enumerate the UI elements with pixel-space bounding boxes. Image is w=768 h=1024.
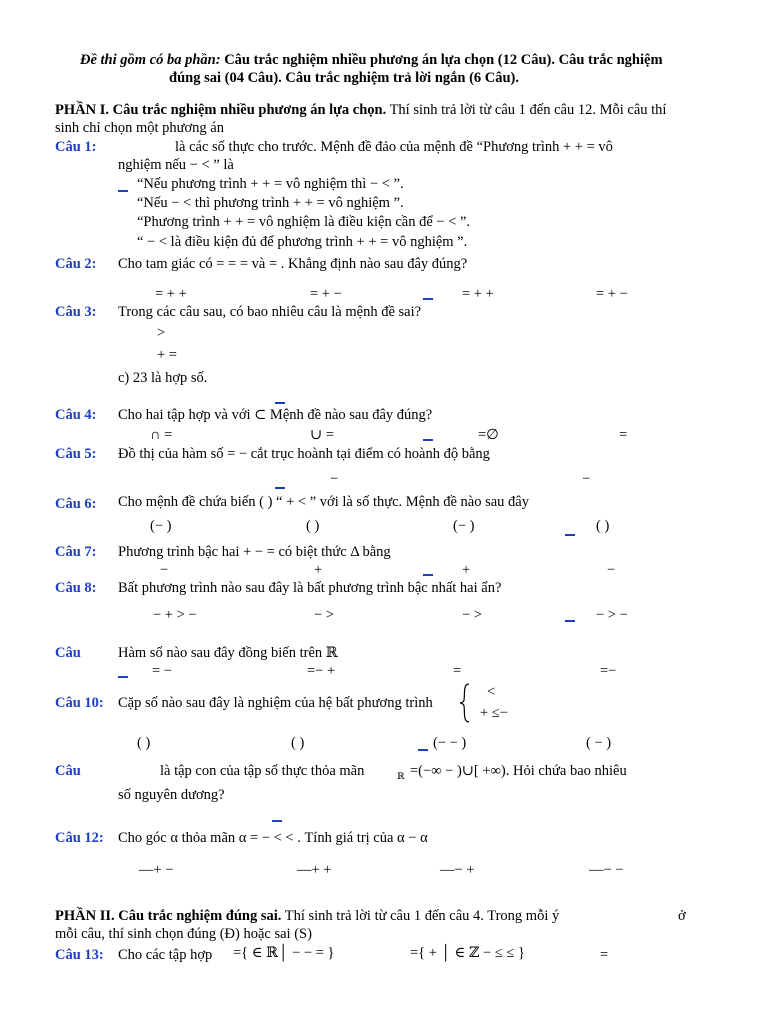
statement-a: > <box>157 325 166 341</box>
part2-instructions-2: mỗi câu, thí sinh chọn đúng (Đ) hoặc sai (S) <box>55 926 312 942</box>
option-b: ∪ = <box>310 427 334 443</box>
question-text: nghiệm nếu − < ” là <box>118 157 234 173</box>
part1-title: PHẦN I. Câu trắc nghiệm nhiều phương án lựa chọn. <box>55 102 387 118</box>
question-label: Câu 7: <box>55 544 97 560</box>
question-text: Cho góc α thỏa mãn α = − < < . Tính giá trị của α − α <box>118 830 428 846</box>
question-label: Câu 3: <box>55 304 97 320</box>
option-a: − + > − <box>153 607 197 623</box>
option-a: (− ) <box>150 518 172 534</box>
option-d: − <box>582 471 591 487</box>
option-d: − > − <box>596 607 628 623</box>
option-b: ( ) <box>291 735 305 751</box>
answer-marker <box>423 298 433 300</box>
question-text: Phương trình bậc hai + − = có biệt thức Δ bằng <box>118 544 391 560</box>
option-c: —− + <box>440 862 475 878</box>
option-a: “Nếu phương trình + + = vô nghiệm thì − < ”. <box>137 176 404 192</box>
option-d: ( ) <box>596 518 610 534</box>
option-d: = + − <box>596 286 628 302</box>
option-c: = <box>453 663 462 679</box>
option-c: + <box>462 562 471 578</box>
header-line-2: đúng sai (04 Câu). Câu trắc nghiệm trả lời ngắn (6 Câu). <box>169 70 520 86</box>
option-a: = + + <box>155 286 187 302</box>
option-b: “Nếu − < thì phương trình + + = vô nghiệm ”. <box>137 195 404 211</box>
question-label: Câu 4: <box>55 407 97 423</box>
question-label: Câu <box>55 645 81 661</box>
option-c: = + + <box>462 286 494 302</box>
question-text: Trong các câu sau, có bao nhiêu câu là mệnh đề sai? <box>118 304 422 320</box>
option-c: (− ) <box>453 518 475 534</box>
question-label: Câu 2: <box>55 256 97 272</box>
answer-marker <box>423 574 433 576</box>
option-b: − <box>330 471 339 487</box>
option-b: ( ) <box>306 518 320 534</box>
set-a-definition: ={ ∈ ℝ│ − − = } <box>233 945 335 961</box>
option-a: − <box>160 562 169 578</box>
option-b: = + − <box>310 286 342 302</box>
system-brace-icon <box>458 682 472 724</box>
question-text: Đồ thị của hàm số = − cắt trục hoành tại điểm có hoành độ bằng <box>118 446 490 462</box>
option-c: “Phương trình + + = vô nghiệm là điều kiện cần để − < ”. <box>137 214 471 230</box>
question-text: Bất phương trình nào sau đây là bất phương trình bậc nhất hai ẩn? <box>118 580 502 596</box>
statement-b: + = <box>157 347 177 363</box>
header-line-1-rest: Câu trắc nghiệm nhiều phương án lựa chọn (12 Câu). Câu trắc nghiệm <box>220 52 663 68</box>
option-d: = <box>619 427 628 443</box>
answer-marker <box>275 487 285 489</box>
answer-marker <box>272 820 282 822</box>
part1-instructions-2: sinh chỉ chọn một phương án <box>55 120 224 136</box>
question-text: Cho hai tập hợp và với ⊂ Mệnh đề nào sau đây đúng? <box>118 407 433 423</box>
answer-marker <box>118 676 128 678</box>
option-a: ∩ = <box>150 427 173 443</box>
answer-marker <box>423 439 433 441</box>
question-text: là tập con của tập số thực thỏa mãn <box>160 763 365 779</box>
question-label: Câu 8: <box>55 580 97 596</box>
question-text-2: số nguyên dương? <box>118 787 225 803</box>
option-d: =− <box>600 663 617 679</box>
part2-heading <box>55 908 559 925</box>
question-label: Câu 10: <box>55 695 104 711</box>
header-intro: Đề thi gồm có ba phần: <box>80 52 221 68</box>
option-c: (− − ) <box>433 735 467 751</box>
option-a: —+ − <box>139 862 174 878</box>
question-label: Câu <box>55 763 81 779</box>
option-d: “ − < là điều kiện đủ để phương trình + + = vô nghiệm ”. <box>137 234 468 250</box>
question-text: là các số thực cho trước. Mệnh đề đảo của mệnh đề “Phương trình + + = vô <box>175 139 613 155</box>
option-b: − > <box>314 607 334 623</box>
option-c: =∅ <box>478 427 499 443</box>
system-line-2: + ≤− <box>480 705 508 721</box>
option-b: —+ + <box>297 862 332 878</box>
question-label: Câu 5: <box>55 446 97 462</box>
real-set-subscript: ℝ <box>397 771 405 781</box>
part2-title: PHẦN II. Câu trắc nghiệm đúng sai. <box>55 908 282 924</box>
part2-instructions: Thí sinh trả lời từ câu 1 đến câu 4. Trong mỗi ý <box>281 908 560 924</box>
question-label: Câu 1: <box>55 139 97 155</box>
statement-c: c) 23 là hợp số. <box>118 370 208 386</box>
option-a: = − <box>152 663 172 679</box>
question-text: Cặp số nào sau đây là nghiệm của hệ bất phương trình <box>118 695 433 711</box>
part1-heading <box>55 102 666 119</box>
part1-instructions: Thí sinh trả lời từ câu 1 đến câu 12. Mỗi câu thí <box>386 102 667 118</box>
system-line-1: < <box>487 684 496 700</box>
answer-marker <box>565 620 575 622</box>
part2-instructions-tail: ở <box>678 908 686 924</box>
question-label: Câu 6: <box>55 496 97 512</box>
answer-marker <box>118 190 128 192</box>
question-text: Cho tam giác có = = = và = . Khẳng định nào sau đây đúng? <box>118 256 468 272</box>
option-c: − > <box>462 607 482 623</box>
answer-marker <box>565 534 575 536</box>
answer-marker <box>418 749 428 751</box>
question-text: Cho các tập hợp <box>118 947 213 963</box>
question-text-continued: =(−∞ − )∪[ +∞). Hỏi chứa bao nhiêu <box>410 763 627 779</box>
question-text: Cho mệnh đề chứa biến ( ) “ + < ” với là số thực. Mệnh đề nào sau đây <box>118 494 529 510</box>
option-d: —− − <box>589 862 624 878</box>
question-label: Câu 12: <box>55 830 104 846</box>
option-b: + <box>314 562 323 578</box>
option-d: ( − ) <box>586 735 612 751</box>
answer-marker <box>275 402 285 404</box>
question-text: Hàm số nào sau đây đồng biến trên ℝ <box>118 645 338 661</box>
set-b-definition: ={ + │ ∈ ℤ − ≤ ≤ } <box>410 945 525 961</box>
option-b: =− + <box>307 663 336 679</box>
question-label: Câu 13: <box>55 947 104 963</box>
option-a: ( ) <box>137 735 151 751</box>
question-text-tail: = <box>600 947 609 963</box>
option-d: − <box>607 562 616 578</box>
header-line-1 <box>80 52 663 69</box>
